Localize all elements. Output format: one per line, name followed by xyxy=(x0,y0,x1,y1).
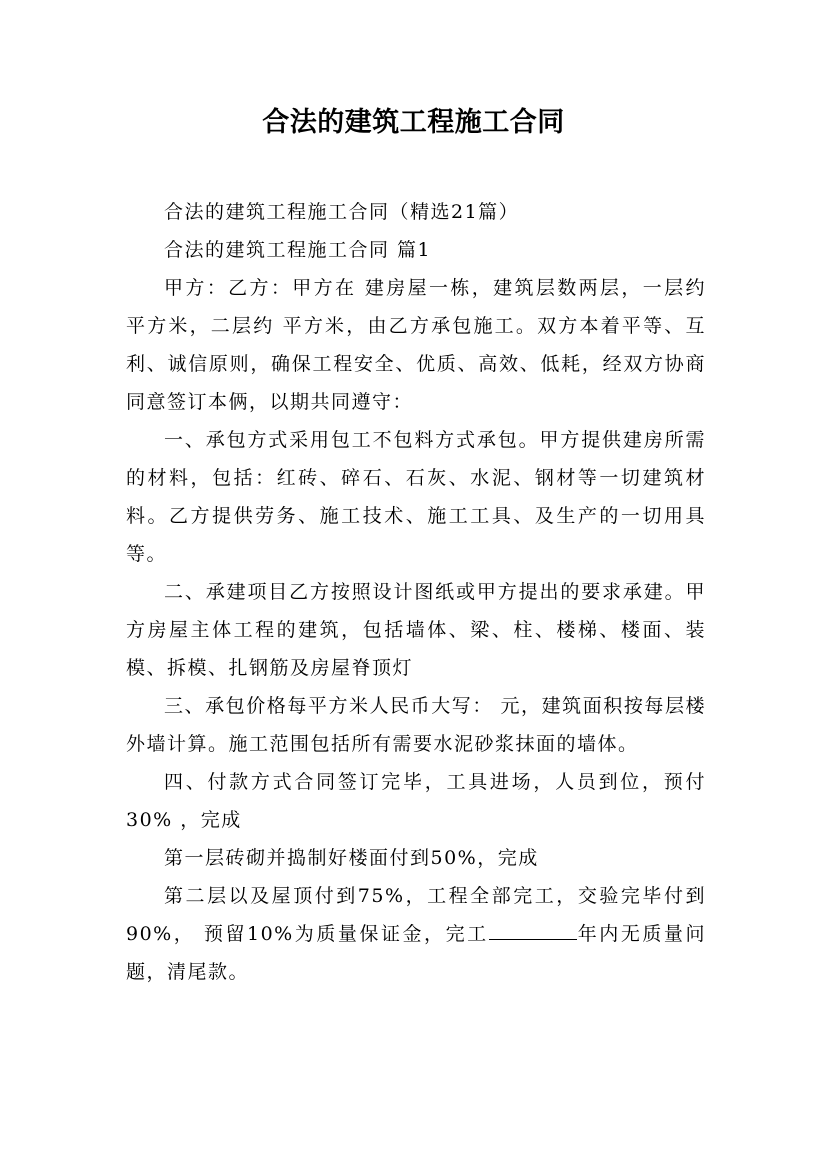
paragraph-payment-floor-1: 第一层砖砌并捣制好楼面付到50%，完成 xyxy=(164,847,539,869)
payment-final-text-after: 年内无质量问题，清尾款。 xyxy=(126,923,706,983)
paragraph-section-heading: 合法的建筑工程施工合同 篇1 xyxy=(164,239,432,261)
document-title: 合法的建筑工程施工合同 xyxy=(262,107,565,138)
paragraph-clause-1: 一、承包方式采用包工不包料方式承包。甲方提供建房所需的材料，包括：红砖、碎石、石灰、水泥、钢材等一切建筑材料。乙方提供劳务、施工技术、施工工具、及生产的一切用具等。 xyxy=(126,429,706,565)
paragraph-intro: 甲方：乙方：甲方在 建房屋一栋，建筑层数两层，一层约 平方米，二层约 平方米，由乙方承包施工。双方本着平等、互利、诚信原则，确保工程安全、优质、高效、低耗，经双方协商同意签订本俩，以期共同遵守： xyxy=(126,277,706,413)
paragraph-clause-3: 三、承包价格每平方米人民币大写： 元，建筑面积按每层楼外墙计算。施工范围包括所有需要水泥砂浆抹面的墙体。 xyxy=(126,695,706,755)
fill-in-blank xyxy=(489,923,577,940)
paragraph-clause-2: 二、承建项目乙方按照设计图纸或甲方提出的要求承建。甲方房屋主体工程的建筑，包括墙体、梁、柱、楼梯、楼面、装模、拆模、扎钢筋及房屋脊顶灯 xyxy=(126,581,706,679)
payment-final-text-before: 第二层以及屋顶付到75%，工程全部完工，交验完毕付到90%， 预留10%为质量保证金，完工 xyxy=(126,885,706,945)
paragraph-payment-final xyxy=(126,877,706,991)
paragraph-clause-4: 四、付款方式合同签订完毕，工具进场，人员到位，预付30% ，完成 xyxy=(126,771,706,831)
paragraph-subtitle: 合法的建筑工程施工合同（精选21篇） xyxy=(164,201,520,223)
document-body xyxy=(126,193,706,991)
